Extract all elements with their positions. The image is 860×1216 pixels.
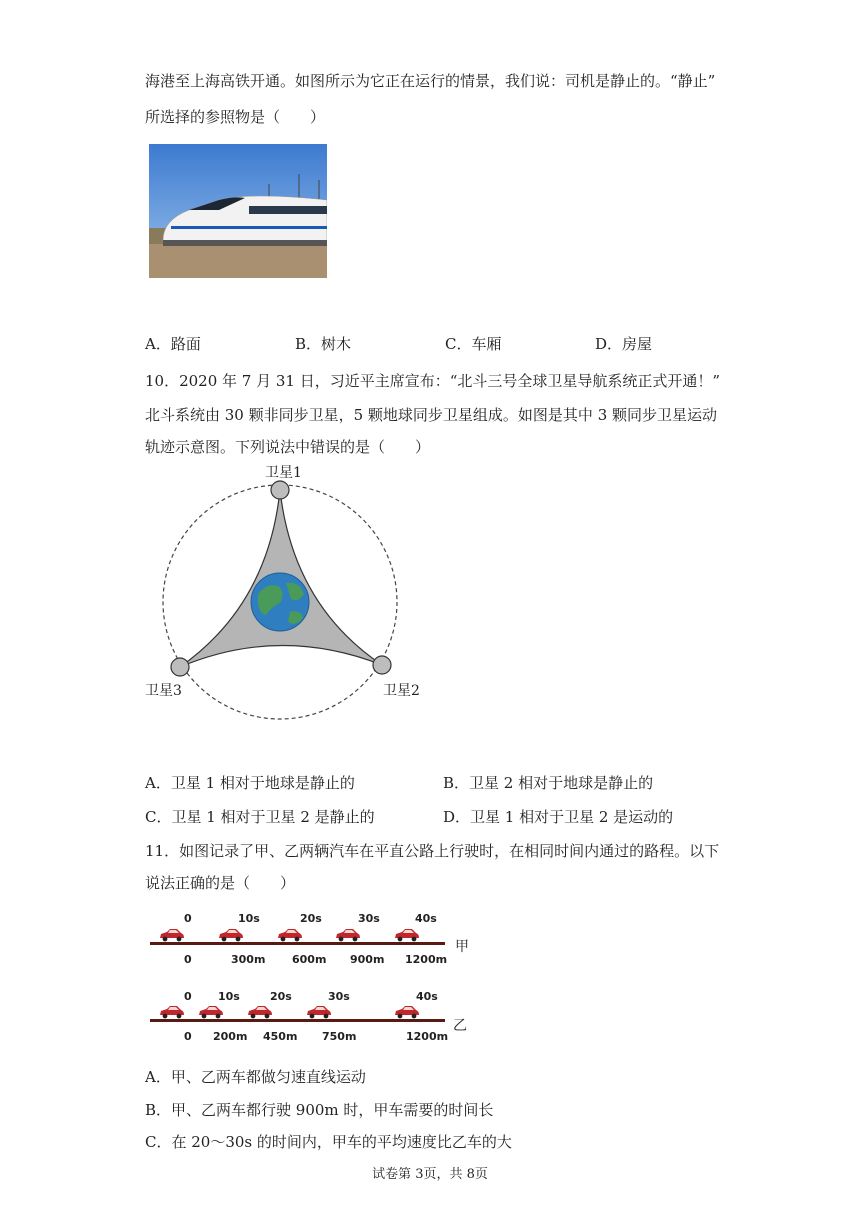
jia-time-label: 10s [238,912,260,925]
yi-distance-label: 450m [263,1030,298,1043]
q10-text-line1: 10．2020 年 7 月 31 日，习近平主席宣布：“北斗三号全球卫星导航系统正式开通！” [145,372,721,390]
car-jia-icon [158,928,186,942]
q10-option-a: A．卫星 1 相对于地球是静止的 [145,774,355,792]
q9-option-d: D．房屋 [595,335,653,353]
q10-text-line2: 北斗系统由 30 颗非同步卫星，5 颗地球同步卫星组成。如图是其中 3 颗同步卫星运动 [145,406,718,424]
yi-distance-label: 1200m [406,1030,449,1043]
yi-time-label: 0 [184,990,192,1003]
q11-option-c: C．在 20～30s 的时间内，甲车的平均速度比乙车的大 [145,1133,512,1151]
car-yi-icon [393,1005,421,1019]
road-yi [150,1019,445,1022]
jia-time-label: 30s [358,912,380,925]
car-jia-icon [276,928,304,942]
page-footer: 试卷第 3页，共 8页 [372,1167,488,1182]
q9-option-a: A．路面 [145,335,201,353]
jia-distance-label: 0 [184,953,192,966]
satellite-1-label: 卫星1 [265,465,302,481]
q9-text-line1: 海港至上海高铁开通。如图所示为它正在运行的情景，我们说：司机是静止的。“静止” [145,72,716,90]
satellite-2-label: 卫星2 [383,683,420,699]
q10-text-line3: 轨迹示意图。下列说法中错误的是（ ） [145,438,431,456]
satellite-1-icon [271,481,289,499]
q9-option-c: C．车厢 [445,335,502,353]
satellite-3-icon [171,658,189,676]
jia-distance-label: 900m [350,953,385,966]
jia-distance-label: 1200m [405,953,448,966]
q11-text-line2: 说法正确的是（ ） [145,874,296,892]
car-yi-icon [305,1005,333,1019]
q10-option-c: C．卫星 1 相对于卫星 2 是静止的 [145,808,375,826]
q11-text-line1: 11．如图记录了甲、乙两辆汽车在平直公路上行驶时，在相同时间内通过的路程。以下 [145,842,720,860]
car-yi-icon [158,1005,186,1019]
yi-distance-label: 200m [213,1030,248,1043]
car-yi-icon [246,1005,274,1019]
car-yi-icon [197,1005,225,1019]
q9-text-line2: 所选择的参照物是（ ） [145,108,326,126]
satellite-2-icon [373,656,391,674]
q10-option-b: B．卫星 2 相对于地球是静止的 [443,774,654,792]
satellite-3-label: 卫星3 [145,683,182,699]
jia-time-label: 20s [300,912,322,925]
q10-option-d: D．卫星 1 相对于卫星 2 是运动的 [443,808,674,826]
jia-time-label: 40s [415,912,437,925]
q11-option-a: A．甲、乙两车都做匀速直线运动 [145,1068,366,1086]
yi-time-label: 10s [218,990,240,1003]
yi-time-label: 30s [328,990,350,1003]
jia-distance-label: 600m [292,953,327,966]
jia-distance-label: 300m [231,953,266,966]
car-yi-label: 乙 [453,1018,467,1034]
car-jia-icon [334,928,362,942]
train-photo [149,144,327,278]
yi-distance-label: 0 [184,1030,192,1043]
yi-time-label: 40s [416,990,438,1003]
road-jia [150,942,445,945]
q9-option-b: B．树木 [295,335,352,353]
car-jia-label: 甲 [455,939,469,955]
jia-time-label: 0 [184,912,192,925]
car-jia-icon [217,928,245,942]
car-jia-icon [393,928,421,942]
yi-time-label: 20s [270,990,292,1003]
q11-option-b: B．甲、乙两车都行驶 900m 时，甲车需要的时间长 [145,1101,494,1119]
yi-distance-label: 750m [322,1030,357,1043]
